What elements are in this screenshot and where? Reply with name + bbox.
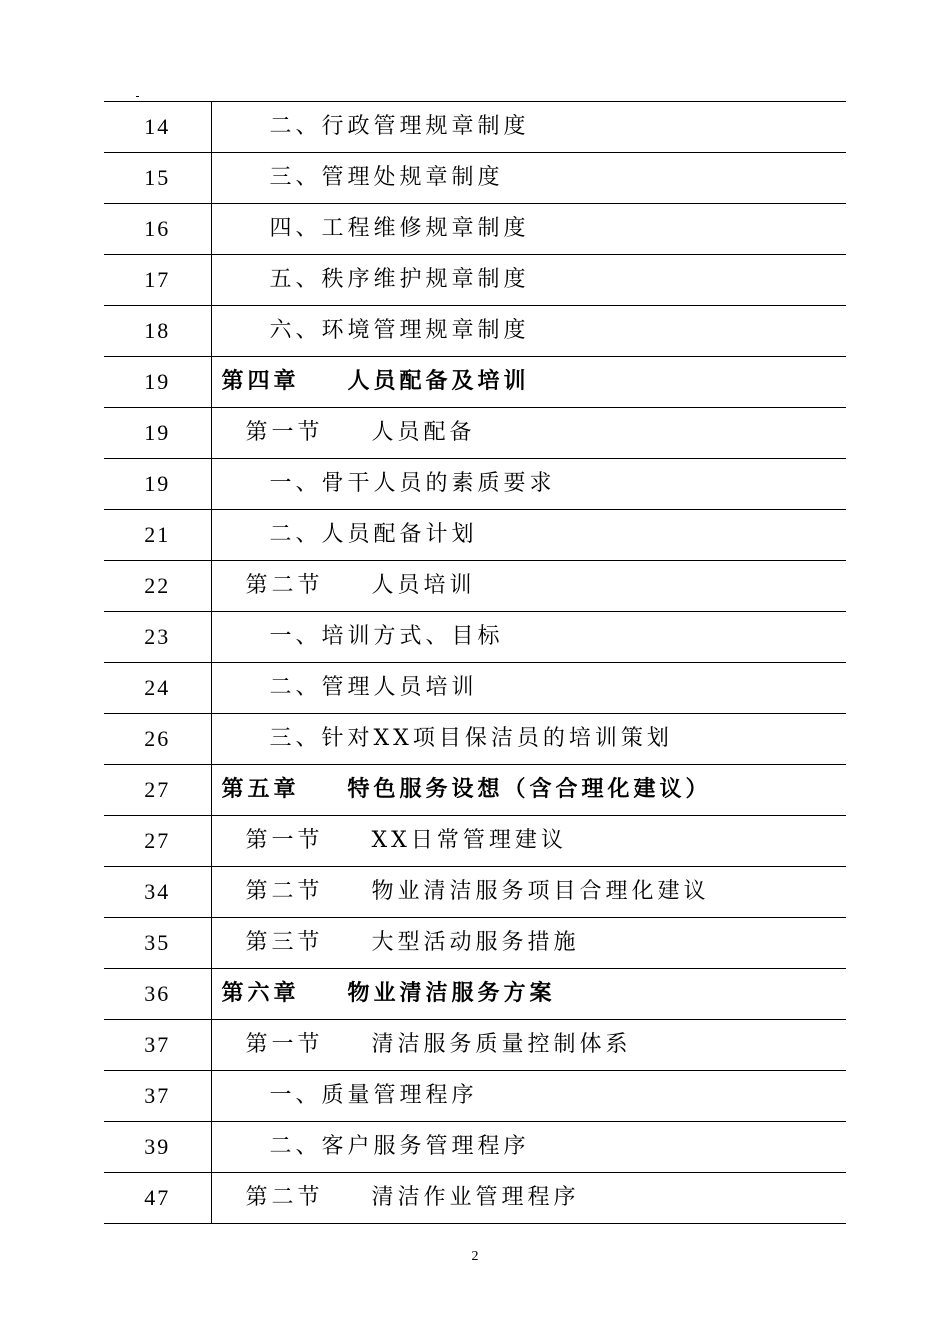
toc-entry-title: 清洁服务质量控制体系 [371,1032,632,1057]
toc-entry-label: 第二节 [245,573,324,598]
toc-row [104,714,846,765]
toc-entry-title: 四、工程维修规章制度 [269,216,530,241]
toc-row [104,1122,846,1173]
toc-row [104,1071,846,1122]
toc-row [104,153,846,204]
toc-entry-item [211,204,846,255]
toc-page-number: 37 [104,1071,211,1122]
toc-entry-section [211,1020,846,1071]
toc-row [104,459,846,510]
toc-entry-title: 一、质量管理程序 [269,1083,478,1108]
toc-entry-section [211,918,846,969]
toc-page-number: 34 [104,867,211,918]
toc-row [104,1020,846,1071]
toc-entry-title: 五、秩序维护规章制度 [269,267,530,292]
toc-entry-section [211,561,846,612]
toc-entry-title: 人员配备 [371,420,476,445]
toc-entry-item [211,459,846,510]
toc-entry-item [211,510,846,561]
toc-entry-title: XX日常管理建议 [371,828,567,853]
toc-entry-section [211,408,846,459]
toc-entry-item [211,714,846,765]
toc-entry-section [211,1173,846,1224]
toc-entry-section [211,816,846,867]
toc-entry-label: 第三节 [245,930,324,955]
toc-row [104,102,846,153]
toc-page-number: 17 [104,255,211,306]
toc-entry-chapter [211,357,846,408]
toc-entry-title: 特色服务设想（含合理化建议） [347,777,712,802]
toc-entry-item [211,255,846,306]
toc-entry-chapter [211,969,846,1020]
toc-row [104,816,846,867]
toc-row [104,765,846,816]
toc-entry-item [211,102,846,153]
page-number: 2 [471,1249,479,1264]
toc-row [104,510,846,561]
toc-row [104,306,846,357]
toc-page-number: 22 [104,561,211,612]
toc-page-number: 26 [104,714,211,765]
toc-page-number: 15 [104,153,211,204]
toc-entry-label: 第一节 [245,1032,324,1057]
toc-entry-title: 人员培训 [371,573,476,598]
toc-row [104,663,846,714]
toc-page-number: 19 [104,408,211,459]
toc-entry-label: 第二节 [245,879,324,904]
toc-entry-item [211,1122,846,1173]
toc-row [104,1173,846,1224]
toc-entry-title: 六、环境管理规章制度 [269,318,530,343]
toc-row [104,255,846,306]
toc-page-number: 36 [104,969,211,1020]
toc-entry-label: 第五章 [221,777,300,802]
toc-page-number: 37 [104,1020,211,1071]
toc-page-number: 16 [104,204,211,255]
toc-page-number: 21 [104,510,211,561]
toc-entry-label: 第四章 [221,369,300,394]
toc-page-number: 35 [104,918,211,969]
toc-page-number: 24 [104,663,211,714]
toc-body [104,102,846,1224]
toc-entry-label: 第一节 [245,828,324,853]
toc-row [104,918,846,969]
toc-entry-title: 一、培训方式、目标 [269,624,504,649]
toc-entry-label: 第二节 [245,1185,324,1210]
toc-entry-title: 二、行政管理规章制度 [269,114,530,139]
toc-entry-label: 第六章 [221,981,300,1006]
toc-entry-title: 二、人员配备计划 [269,522,478,547]
toc-entry-title: 一、骨干人员的素质要求 [269,471,556,496]
toc-row [104,612,846,663]
toc-entry-item [211,1071,846,1122]
toc-row [104,561,846,612]
toc-entry-title: 三、管理处规章制度 [269,165,504,190]
toc-page-number: 47 [104,1173,211,1224]
toc-entry-section [211,867,846,918]
toc-page-number: 19 [104,357,211,408]
toc-row [104,867,846,918]
toc-entry-title: 清洁作业管理程序 [371,1185,580,1210]
toc-page-number: 19 [104,459,211,510]
toc-entry-title: 物业清洁服务项目合理化建议 [371,879,710,904]
toc-entry-item [211,612,846,663]
stray-mark [136,96,139,97]
toc-entry-title: 大型活动服务措施 [371,930,580,955]
toc-page-number: 27 [104,765,211,816]
toc-entry-chapter [211,765,846,816]
toc-entry-title: 二、客户服务管理程序 [269,1134,530,1159]
toc-page-number: 27 [104,816,211,867]
toc-table [104,101,846,1224]
toc-entry-item [211,663,846,714]
toc-page-number: 18 [104,306,211,357]
toc-page-number: 14 [104,102,211,153]
toc-row [104,204,846,255]
toc-entry-title: 人员配备及培训 [347,369,530,394]
toc-row [104,357,846,408]
toc-entry-item [211,306,846,357]
toc-row [104,408,846,459]
toc-entry-label: 第一节 [245,420,324,445]
toc-entry-item [211,153,846,204]
toc-entry-title: 三、针对XX项目保洁员的培训策划 [269,726,673,751]
toc-page-number: 39 [104,1122,211,1173]
toc-row [104,969,846,1020]
toc-page-number: 23 [104,612,211,663]
toc-entry-title: 二、管理人员培训 [269,675,478,700]
toc-entry-title: 物业清洁服务方案 [347,981,556,1006]
